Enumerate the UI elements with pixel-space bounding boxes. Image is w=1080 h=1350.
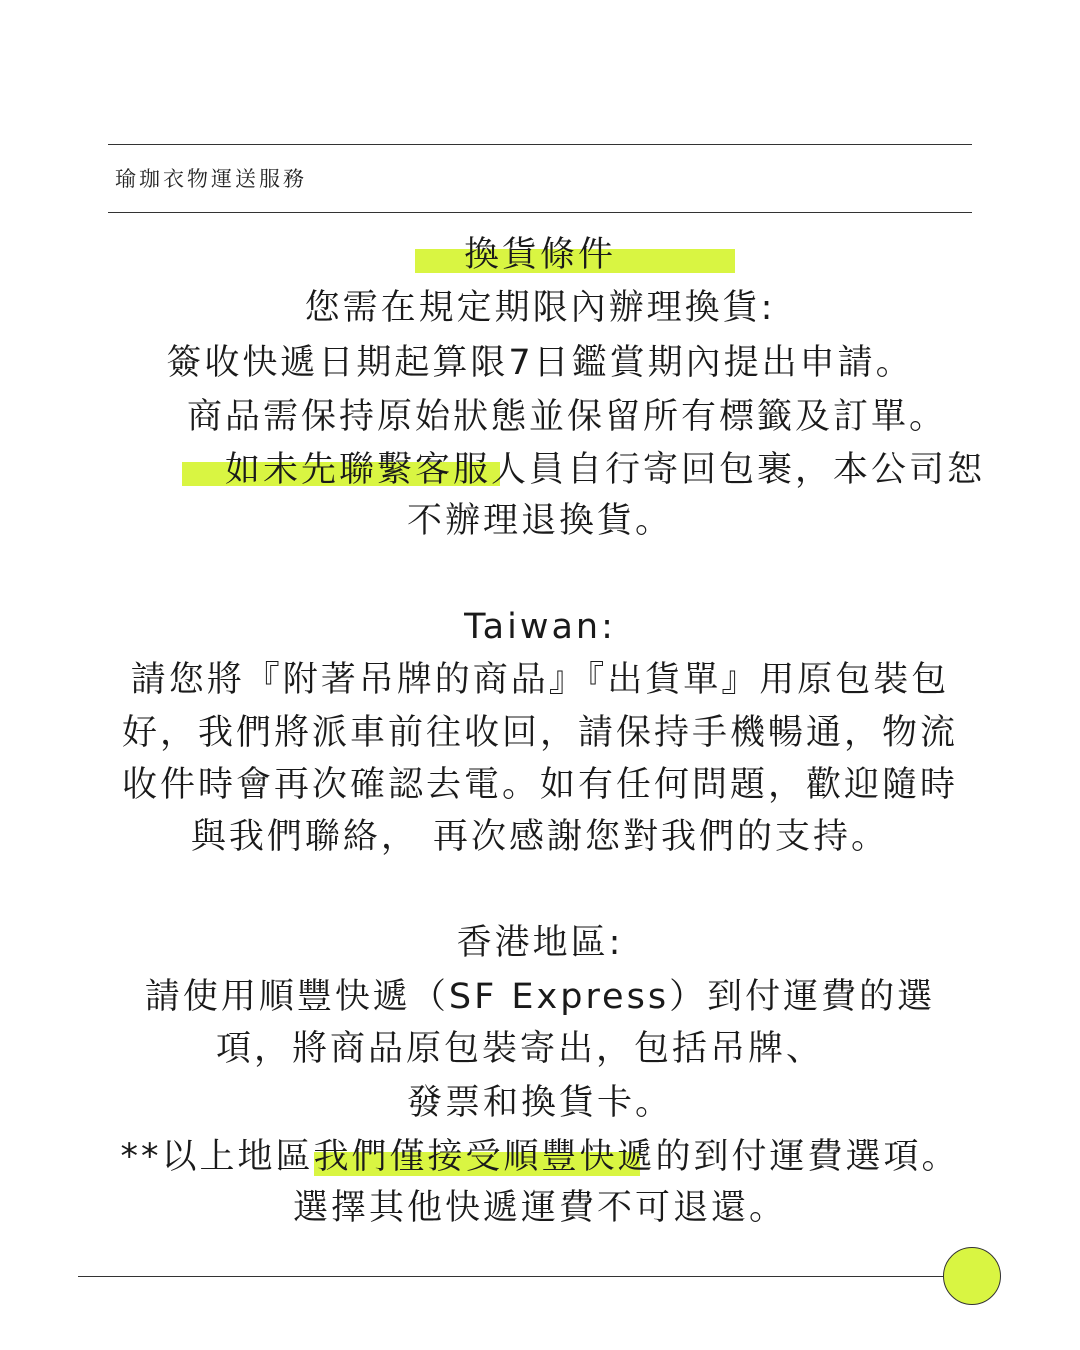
hongkong-line-5: 選擇其他快遞運費不可退還。 [292, 1188, 787, 1228]
accent-circle [943, 1247, 1001, 1305]
taiwan-line-1: 請您將『附著吊牌的商品』『出貨單』用原包裝包 [130, 660, 950, 700]
hongkong-line-4: **以上地區我們僅接受順豐快遞的到付運費選項。 [120, 1137, 960, 1177]
exchange-line-3: 商品需保持原始狀態並保留所有標籤及訂單。 [186, 397, 947, 437]
exchange-line-1: 您需在規定期限內辦理換貨: [304, 288, 776, 328]
brand-title: 瑜珈衣物運送服務 [115, 167, 307, 191]
hongkong-line-1: 請使用順豐快遞（SF Express）到付運費的選 [144, 977, 936, 1017]
taiwan-line-3: 收件時會再次確認去電。如有任何問題，歡迎隨時 [121, 765, 958, 805]
hongkong-title: 香港地區: [456, 923, 624, 963]
exchange-title: 換貨條件 [463, 235, 616, 275]
hongkong-line-2: 項，將商品原包裝寄出，包括吊牌、 [215, 1029, 824, 1069]
footer-rule [78, 1276, 944, 1277]
exchange-line-4: 如未先聯繫客服人員自行寄回包裹，本公司恕 [224, 450, 985, 490]
taiwan-line-4: 與我們聯絡， 再次感謝您對我們的支持。 [190, 817, 890, 857]
top-rule [108, 144, 972, 145]
taiwan-line-2: 好，我們將派車前往收回，請保持手機暢通，物流 [121, 713, 958, 753]
exchange-line-5: 不辦理退換貨。 [406, 501, 673, 541]
header-bottom-rule [108, 212, 972, 213]
taiwan-title: Taiwan: [464, 607, 616, 647]
exchange-line-2: 簽收快遞日期起算限7日鑑賞期內提出申請。 [166, 343, 914, 383]
hongkong-line-3: 發票和換貨卡。 [406, 1083, 673, 1123]
